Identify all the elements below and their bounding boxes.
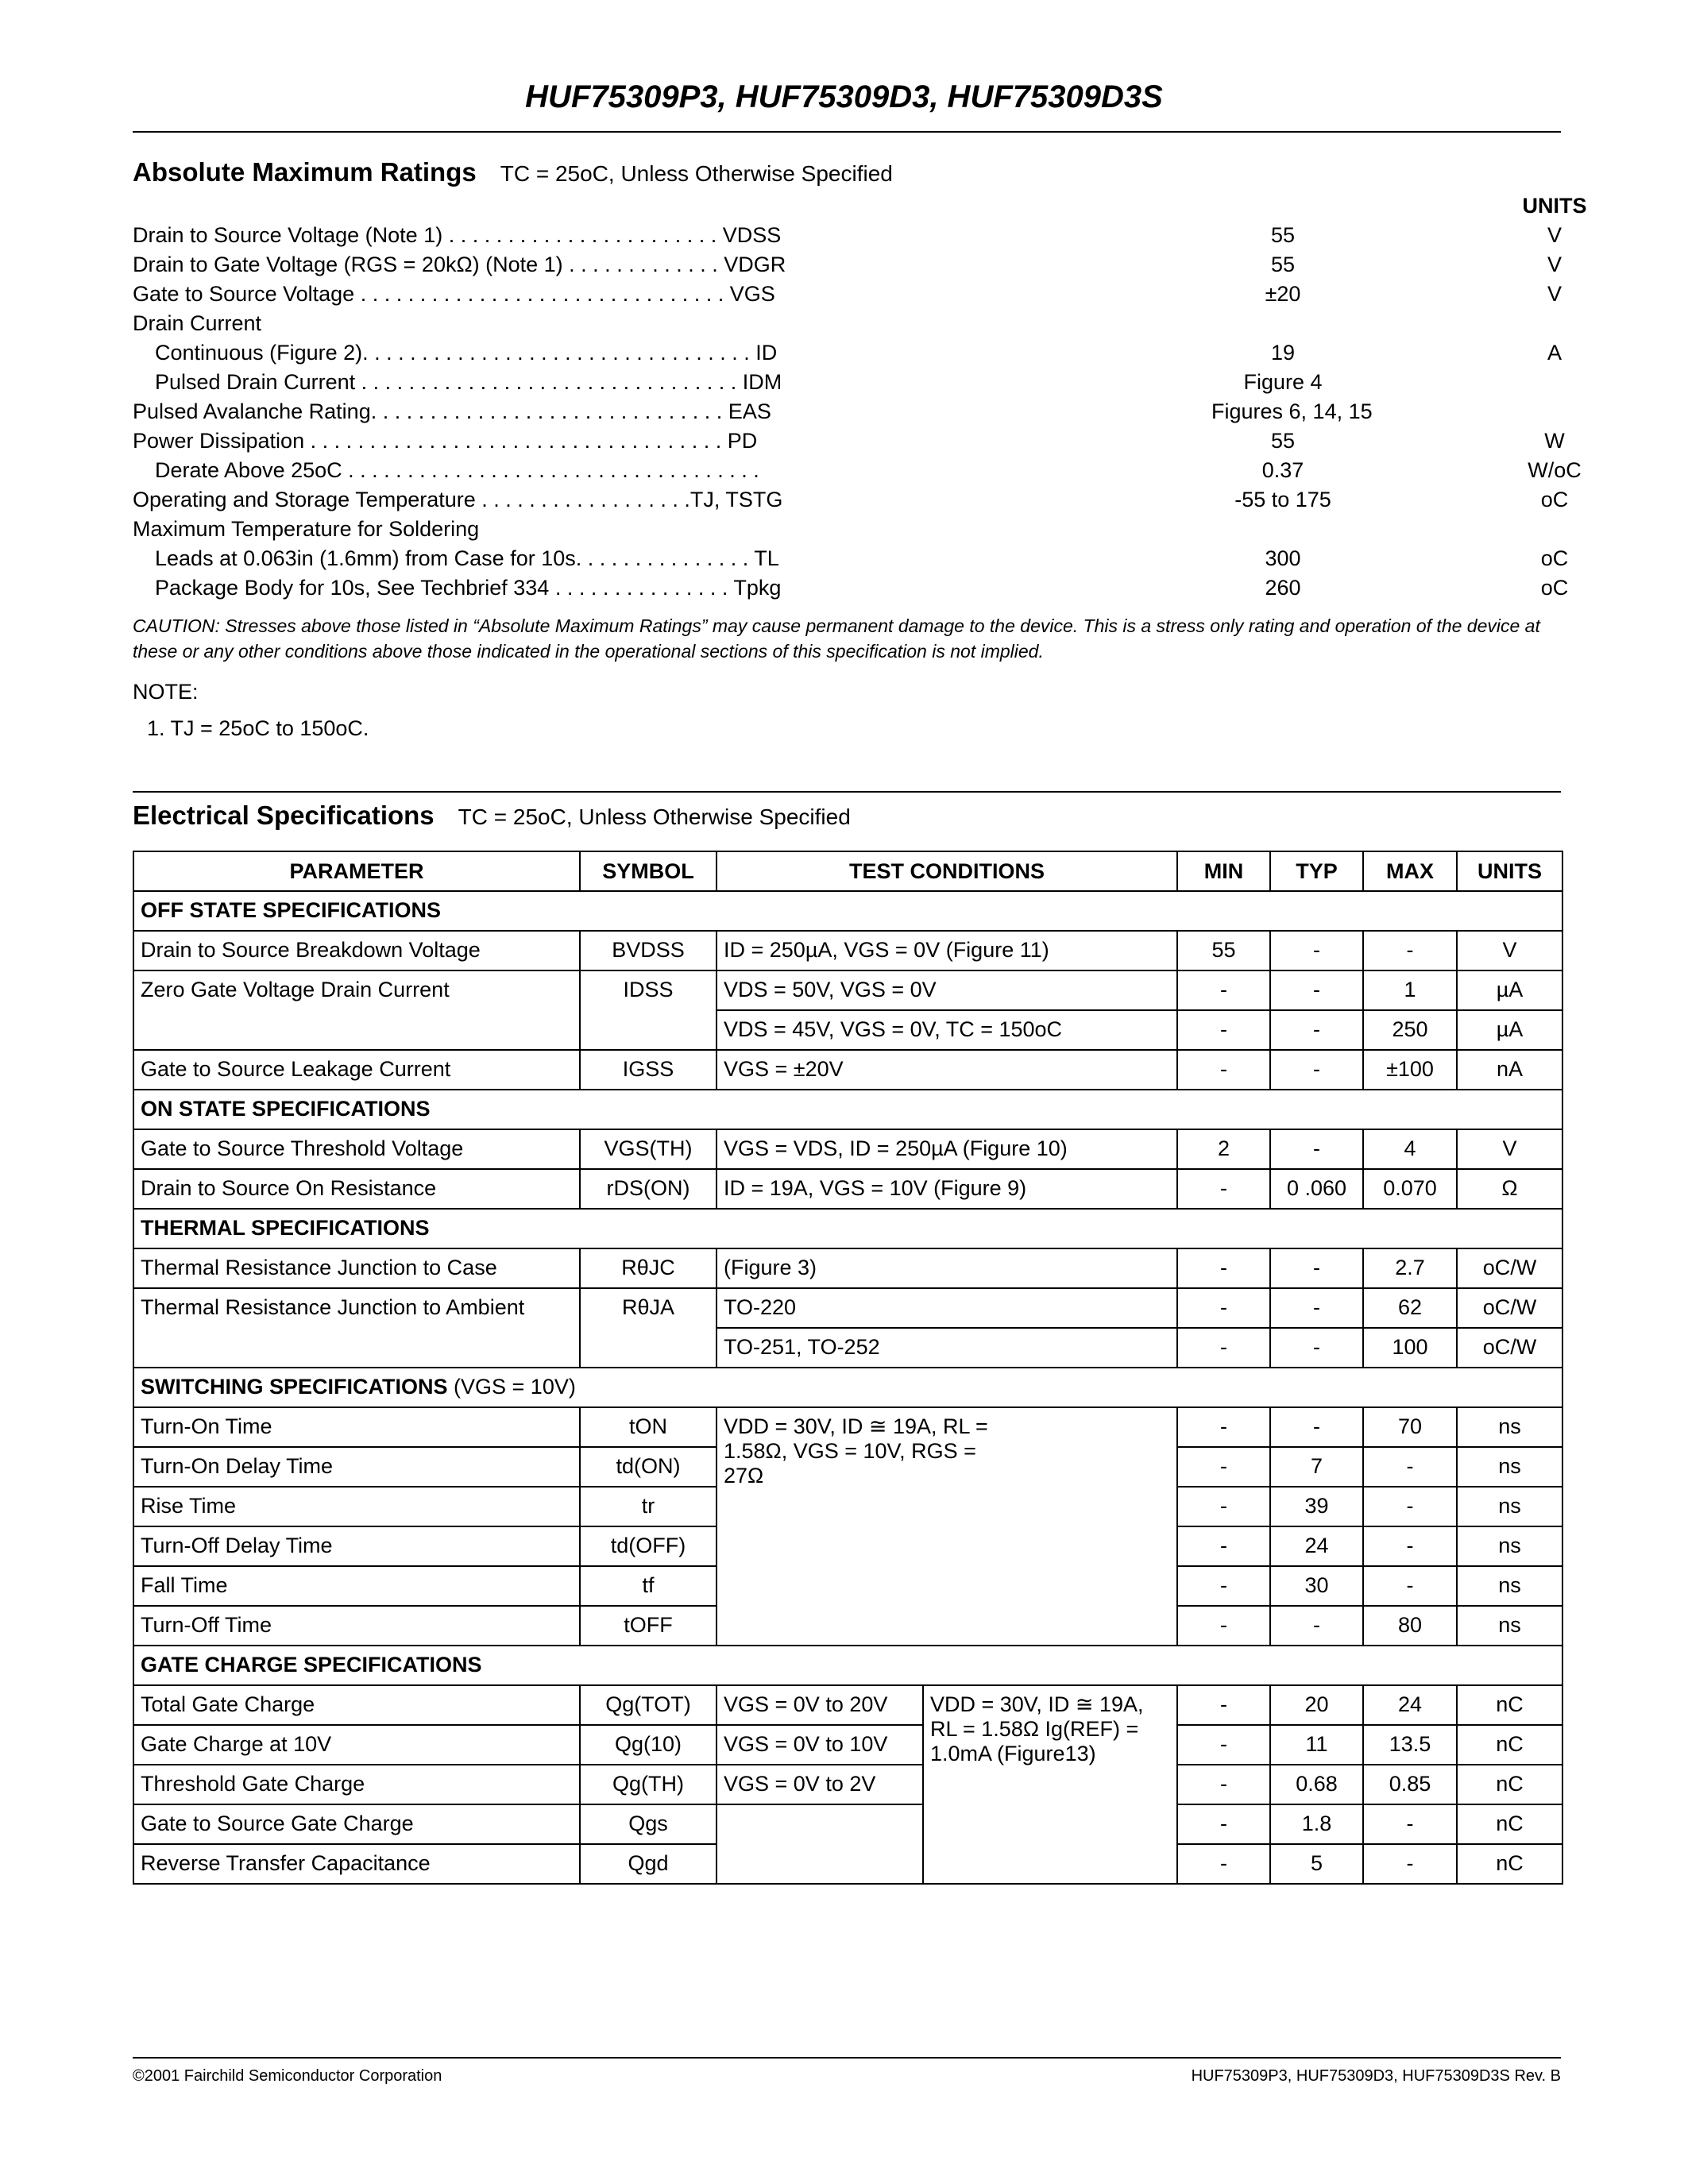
amr-units-header: UNITS <box>1522 194 1587 218</box>
typ-cell: - <box>1270 1010 1363 1050</box>
amr-units-header-row <box>133 194 1587 223</box>
amr-value: 55 <box>1270 253 1296 276</box>
max-cell: - <box>1363 1566 1457 1606</box>
table-row <box>133 1725 1562 1765</box>
table-row <box>133 1804 1562 1844</box>
param-cell: Turn-Off Time <box>133 1606 580 1646</box>
symbol-cell: tOFF <box>580 1606 717 1646</box>
min-cell: - <box>1177 1844 1270 1884</box>
unit-cell: ns <box>1457 1487 1562 1526</box>
section-title: OFF STATE SPECIFICATIONS <box>133 891 1562 931</box>
amr-label: Power Dissipation . . . . . . . . . . . . . . . . . . . . . . . . . . . . . . . . . . . PD <box>133 429 758 453</box>
amr-title-line <box>133 157 893 187</box>
amr-unit: oC <box>1540 576 1569 600</box>
amr-unit: V <box>1547 282 1562 306</box>
table-row <box>133 931 1562 970</box>
min-cell: - <box>1177 1328 1270 1368</box>
document-title: HUF75309P3, HUF75309D3, HUF75309D3S <box>525 79 1163 114</box>
symbol-cell: Qgd <box>580 1844 717 1884</box>
param-cell: Reverse Transfer Capacitance <box>133 1844 580 1884</box>
section-title: THERMAL SPECIFICATIONS <box>133 1209 1562 1248</box>
min-cell: - <box>1177 1804 1270 1844</box>
max-cell: 100 <box>1363 1328 1457 1368</box>
param-cell: Thermal Resistance Junction to Case <box>133 1248 580 1288</box>
amr-row <box>133 488 1569 517</box>
unit-cell: nC <box>1457 1844 1562 1884</box>
max-cell: 1 <box>1363 970 1457 1010</box>
section-condition: (VGS = 10V) <box>454 1375 576 1399</box>
table-row <box>133 1765 1562 1804</box>
min-cell: - <box>1177 1487 1270 1526</box>
amr-row <box>133 399 1561 429</box>
max-cell: 70 <box>1363 1407 1457 1447</box>
min-cell: - <box>1177 1685 1270 1725</box>
unit-cell: ns <box>1457 1526 1562 1566</box>
min-cell: 2 <box>1177 1129 1270 1169</box>
max-cell: - <box>1363 1487 1457 1526</box>
typ-cell: - <box>1270 1328 1363 1368</box>
condition-cell: ID = 250µA, VGS = 0V (Figure 11) <box>717 931 1177 970</box>
unit-cell: oC/W <box>1457 1248 1562 1288</box>
note-header: NOTE: <box>133 680 199 704</box>
col-header: TEST CONDITIONS <box>717 851 1177 891</box>
min-cell: - <box>1177 1010 1270 1050</box>
symbol-cell: IDSS <box>580 970 717 1050</box>
typ-cell: - <box>1270 1407 1363 1447</box>
table-row <box>133 1685 1562 1725</box>
min-cell: - <box>1177 1447 1270 1487</box>
amr-title: Absolute Maximum Ratings <box>133 157 477 187</box>
amr-row <box>133 429 1565 458</box>
table-row <box>133 1288 1562 1328</box>
max-cell: 80 <box>1363 1606 1457 1646</box>
min-cell: - <box>1177 1526 1270 1566</box>
amr-unit: A <box>1547 341 1562 365</box>
amr-label: Operating and Storage Temperature . . . . . . . . . . . . . . . . . .TJ, TSTG <box>133 488 783 511</box>
condition-cell: VDS = 50V, VGS = 0V <box>717 970 1177 1010</box>
amr-value: 19 <box>1270 341 1296 365</box>
col-header: PARAMETER <box>133 851 580 891</box>
col-header: UNITS <box>1457 851 1562 891</box>
amr-value: ±20 <box>1265 282 1301 306</box>
electrical-spec-table <box>133 851 1563 1885</box>
section-title: SWITCHING SPECIFICATIONS <box>141 1375 448 1399</box>
max-cell: 250 <box>1363 1010 1457 1050</box>
table-row <box>133 970 1562 1010</box>
table-row <box>133 1407 1562 1447</box>
symbol-cell: Qg(TOT) <box>580 1685 717 1725</box>
amr-row <box>133 341 1561 370</box>
max-cell: - <box>1363 1844 1457 1884</box>
symbol-cell: td(ON) <box>580 1447 717 1487</box>
typ-cell: 0.68 <box>1270 1765 1363 1804</box>
es-title: Electrical Specifications <box>133 801 435 830</box>
unit-cell: nC <box>1457 1765 1562 1804</box>
symbol-cell: td(OFF) <box>580 1526 717 1566</box>
min-cell: - <box>1177 1566 1270 1606</box>
unit-cell: V <box>1457 1129 1562 1169</box>
footer-rule <box>133 2057 1561 2059</box>
param-cell: Turn-On Time <box>133 1407 580 1447</box>
typ-cell: 20 <box>1270 1685 1363 1725</box>
condition-cell: VGS = VDS, ID = 250µA (Figure 10) <box>717 1129 1177 1169</box>
symbol-cell: Qgs <box>580 1804 717 1844</box>
amr-value: 55 <box>1270 223 1296 247</box>
min-cell: - <box>1177 1765 1270 1804</box>
condition-cell <box>717 1804 923 1884</box>
amr-label: Pulsed Avalanche Rating. . . . . . . . . . . . . . . . . . . . . . . . . . . . . . EAS <box>133 399 771 423</box>
table-row <box>133 1050 1562 1090</box>
unit-cell: nC <box>1457 1685 1562 1725</box>
table-row <box>133 1169 1562 1209</box>
unit-cell: oC/W <box>1457 1288 1562 1328</box>
es-rule <box>133 791 1561 793</box>
amr-label: Maximum Temperature for Soldering <box>133 517 480 541</box>
max-cell: 0.070 <box>1363 1169 1457 1209</box>
condition-cell: TO-220 <box>717 1288 1177 1328</box>
min-cell: - <box>1177 970 1270 1010</box>
max-cell: 13.5 <box>1363 1725 1457 1765</box>
amr-label: Gate to Source Voltage . . . . . . . . . . . . . . . . . . . . . . . . . . . . . . . VGS <box>133 282 775 306</box>
amr-row <box>133 576 1569 605</box>
symbol-cell: RθJA <box>580 1288 717 1368</box>
amr-unit: V <box>1547 223 1562 247</box>
unit-cell: ns <box>1457 1407 1562 1447</box>
unit-cell: µA <box>1457 1010 1562 1050</box>
max-cell: ±100 <box>1363 1050 1457 1090</box>
amr-row <box>133 370 1561 399</box>
col-header: MIN <box>1177 851 1270 891</box>
gate-test-conditions: VDD = 30V, ID ≅ 19A, RL = 1.58Ω Ig(REF) = 1.0mA (Figure13) <box>923 1685 1177 1884</box>
amr-list <box>133 194 1587 605</box>
amr-value: 300 <box>1265 546 1301 570</box>
condition-cell: VGS = 0V to 10V <box>717 1725 923 1765</box>
amr-label: Derate Above 25oC . . . . . . . . . . . . . . . . . . . . . . . . . . . . . . . . . . . <box>155 458 759 482</box>
section-title: GATE CHARGE SPECIFICATIONS <box>133 1646 1562 1685</box>
min-cell: - <box>1177 1606 1270 1646</box>
symbol-cell: rDS(ON) <box>580 1169 717 1209</box>
amr-unit: W/oC <box>1528 458 1582 482</box>
amr-value: 260 <box>1265 576 1301 600</box>
amr-row <box>133 282 1561 311</box>
amr-label: Package Body for 10s, See Techbrief 334 . . . . . . . . . . . . . . . Tpkg <box>155 576 782 600</box>
note-1: 1. TJ = 25oC to 150oC. <box>147 716 369 740</box>
param-cell: Drain to Source On Resistance <box>133 1169 580 1209</box>
symbol-cell: VGS(TH) <box>580 1129 717 1169</box>
unit-cell: ns <box>1457 1566 1562 1606</box>
param-cell: Thermal Resistance Junction to Ambient <box>133 1288 580 1368</box>
max-cell: 24 <box>1363 1685 1457 1725</box>
typ-cell: 24 <box>1270 1526 1363 1566</box>
param-cell: Drain to Source Breakdown Voltage <box>133 931 580 970</box>
amr-row <box>133 253 1561 282</box>
col-header: TYP <box>1270 851 1363 891</box>
amr-unit: V <box>1547 253 1562 276</box>
unit-cell: V <box>1457 931 1562 970</box>
min-cell: 55 <box>1177 931 1270 970</box>
amr-value: 55 <box>1270 429 1296 453</box>
typ-cell: 30 <box>1270 1566 1363 1606</box>
symbol-cell: BVDSS <box>580 931 717 970</box>
param-cell: Fall Time <box>133 1566 580 1606</box>
header-rule <box>133 131 1561 133</box>
param-cell: Gate to Source Leakage Current <box>133 1050 580 1090</box>
amr-value: Figures 6, 14, 15 <box>1211 399 1373 423</box>
min-cell: - <box>1177 1725 1270 1765</box>
amr-row <box>133 546 1569 576</box>
condition-cell: VGS = 0V to 2V <box>717 1765 923 1804</box>
symbol-cell: Qg(10) <box>580 1725 717 1765</box>
symbol-cell: tr <box>580 1487 717 1526</box>
typ-cell: 5 <box>1270 1844 1363 1884</box>
typ-cell: 39 <box>1270 1487 1363 1526</box>
amr-row <box>133 311 1561 341</box>
amr-label: Continuous (Figure 2). . . . . . . . . . . . . . . . . . . . . . . . . . . . . . . . . ID <box>155 341 778 365</box>
amr-row <box>133 458 1582 488</box>
param-cell: Threshold Gate Charge <box>133 1765 580 1804</box>
unit-cell: nC <box>1457 1725 1562 1765</box>
amr-row <box>133 223 1561 253</box>
min-cell: - <box>1177 1050 1270 1090</box>
amr-label: Pulsed Drain Current . . . . . . . . . . . . . . . . . . . . . . . . . . . . . . . . IDM <box>155 370 782 394</box>
symbol-cell: tON <box>580 1407 717 1447</box>
symbol-cell: IGSS <box>580 1050 717 1090</box>
section-row <box>133 1368 1562 1407</box>
table-row <box>133 1248 1562 1288</box>
condition-cell: (Figure 3) <box>717 1248 1177 1288</box>
min-cell: - <box>1177 1248 1270 1288</box>
symbol-cell: Qg(TH) <box>580 1765 717 1804</box>
table-header-row <box>133 851 1562 891</box>
param-cell: Zero Gate Voltage Drain Current <box>133 970 580 1050</box>
typ-cell: - <box>1270 931 1363 970</box>
param-cell: Gate to Source Gate Charge <box>133 1804 580 1844</box>
param-cell: Total Gate Charge <box>133 1685 580 1725</box>
max-cell: 4 <box>1363 1129 1457 1169</box>
max-cell: - <box>1363 931 1457 970</box>
section-row <box>133 1090 1562 1129</box>
amr-unit: W <box>1544 429 1565 453</box>
col-header: SYMBOL <box>580 851 717 891</box>
min-cell: - <box>1177 1407 1270 1447</box>
amr-row <box>133 517 1561 546</box>
unit-cell: nC <box>1457 1804 1562 1844</box>
param-cell: Turn-On Delay Time <box>133 1447 580 1487</box>
switching-test-conditions: VDD = 30V, ID ≅ 19A, RL = 1.58Ω, VGS = 10V, RGS = 27Ω <box>717 1407 1177 1646</box>
typ-cell: - <box>1270 1288 1363 1328</box>
es-title-line <box>133 801 851 831</box>
unit-cell: oC/W <box>1457 1328 1562 1368</box>
unit-cell: ns <box>1457 1447 1562 1487</box>
footer-copyright: ©2001 Fairchild Semiconductor Corporation <box>133 2067 442 2085</box>
section-row <box>133 891 1562 931</box>
table-row <box>133 1129 1562 1169</box>
section-row <box>133 1209 1562 1248</box>
symbol-cell: tf <box>580 1566 717 1606</box>
typ-cell: 11 <box>1270 1725 1363 1765</box>
amr-label: Drain to Source Voltage (Note 1) . . . . . . . . . . . . . . . . . . . . . . . VDSS <box>133 223 782 247</box>
max-cell: 2.7 <box>1363 1248 1457 1288</box>
typ-cell: - <box>1270 1129 1363 1169</box>
typ-cell: 1.8 <box>1270 1804 1363 1844</box>
condition-cell: VDS = 45V, VGS = 0V, TC = 150oC <box>717 1010 1177 1050</box>
condition-cell: VGS = 0V to 20V <box>717 1685 923 1725</box>
section-title: ON STATE SPECIFICATIONS <box>133 1090 1562 1129</box>
amr-value: -55 to 175 <box>1234 488 1331 511</box>
max-cell: 62 <box>1363 1288 1457 1328</box>
unit-cell: ns <box>1457 1606 1562 1646</box>
unit-cell: Ω <box>1457 1169 1562 1209</box>
min-cell: - <box>1177 1169 1270 1209</box>
max-cell: - <box>1363 1447 1457 1487</box>
typ-cell: - <box>1270 970 1363 1010</box>
typ-cell: 0 .060 <box>1270 1169 1363 1209</box>
amr-value: 0.37 <box>1261 458 1304 482</box>
amr-unit: oC <box>1540 546 1569 570</box>
max-cell: - <box>1363 1526 1457 1566</box>
footer-doc-id: HUF75309P3, HUF75309D3, HUF75309D3S Rev. B <box>1191 2067 1561 2085</box>
amr-condition: TC = 25oC, Unless Otherwise Specified <box>500 161 893 186</box>
param-cell: Turn-Off Delay Time <box>133 1526 580 1566</box>
param-cell: Rise Time <box>133 1487 580 1526</box>
amr-label: Drain to Gate Voltage (RGS = 20kΩ) (Note 1) . . . . . . . . . . . . . VDGR <box>133 253 786 276</box>
param-cell: Gate to Source Threshold Voltage <box>133 1129 580 1169</box>
symbol-cell: RθJC <box>580 1248 717 1288</box>
typ-cell: - <box>1270 1606 1363 1646</box>
typ-cell: - <box>1270 1050 1363 1090</box>
unit-cell: nA <box>1457 1050 1562 1090</box>
unit-cell: µA <box>1457 970 1562 1010</box>
typ-cell: - <box>1270 1248 1363 1288</box>
es-condition: TC = 25oC, Unless Otherwise Specified <box>458 805 851 829</box>
condition-cell: TO-251, TO-252 <box>717 1328 1177 1368</box>
amr-label: Leads at 0.063in (1.6mm) from Case for 10s. . . . . . . . . . . . . . . TL <box>155 546 779 570</box>
amr-label: Drain Current <box>133 311 262 335</box>
col-header: MAX <box>1363 851 1457 891</box>
caution-text: CAUTION: Stresses above those listed in “Absolute Maximum Ratings” may cause permanent damage to the device. This is a stress only rating and operation of the device at these or any other conditions above those indicated in the operational sections of this specification is not implied. <box>133 615 1540 662</box>
typ-cell: 7 <box>1270 1447 1363 1487</box>
min-cell: - <box>1177 1288 1270 1328</box>
max-cell: - <box>1363 1804 1457 1844</box>
section-title-switching <box>133 1368 1562 1407</box>
amr-unit: oC <box>1540 488 1569 511</box>
amr-value: Figure 4 <box>1243 370 1323 394</box>
max-cell: 0.85 <box>1363 1765 1457 1804</box>
param-cell: Gate Charge at 10V <box>133 1725 580 1765</box>
condition-cell: VGS = ±20V <box>717 1050 1177 1090</box>
condition-cell: ID = 19A, VGS = 10V (Figure 9) <box>717 1169 1177 1209</box>
section-row <box>133 1646 1562 1685</box>
